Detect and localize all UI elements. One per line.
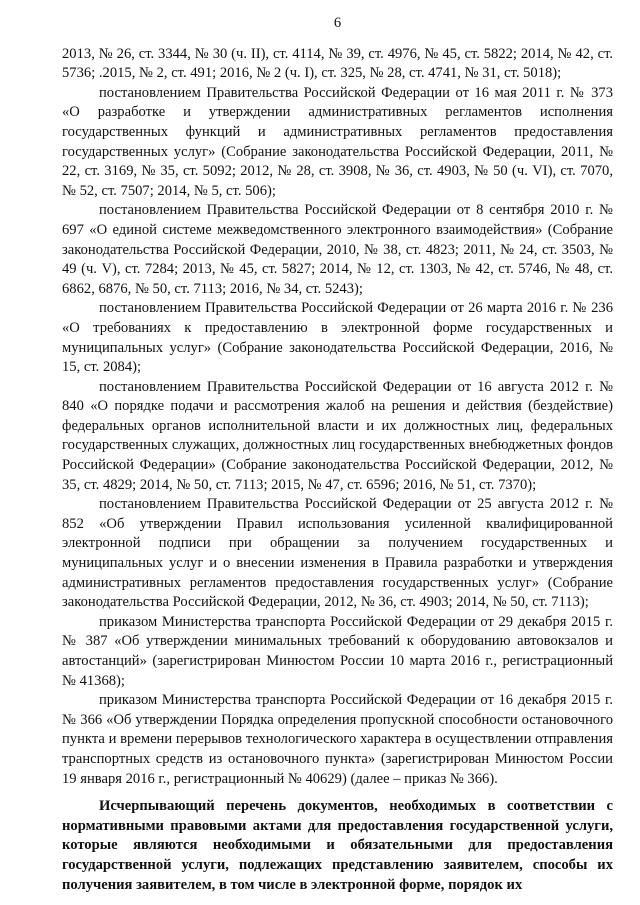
page-number: 6 [333, 15, 342, 31]
section-heading-documents-list: Исчерпывающий перечень документов, необходимых в соответствии с нормативными правовыми актами для предоставления государственной услуги, которые являются необходимыми и обязательными для предоставления государственной услуги, подлежащих представлению заявителем, способы их получения заявителем, в том числе в электронной форме, порядок их [62, 798, 613, 893]
paragraph-resolution-373: постановлением Правительства Российской Федерации от 16 мая 2011 г. № 373 «О разработке и утверждении административных регламентов исполнения государственных функций и административных регламентов предоставления государственных услуг» (Собрание законодательства Российской Федерации, 2011, № 22, ст. 3169, № 35, ст. 5092; 2012, № 28, ст. 3908, № 36, ст. 4903, № 50 (ч. VI), ст. 7070, № 52, ст. 7507; 2014, № 5, ст. 506); [62, 84, 613, 199]
document-page [62, 14, 613, 895]
paragraph-order-387: приказом Министерства транспорта Российской Федерации от 29 декабря 2015 г. № 387 «Об утверждении минимальных требований к оборудованию автовокзалов и автостанций» (зарегистрирован Минюстом России 10 марта 2016 г., регистрационный № 41368); [62, 613, 613, 689]
paragraph-continuation: 2013, № 26, ст. 3344, № 30 (ч. II), ст. 4114, № 39, ст. 4976, № 45, ст. 5822; 2014, № 42, ст. 5736; .2015, № 2, ст. 491; 2016, № 2 (ч. I), ст. 325, № 28, ст. 4741, № 31, ст. 5018); [62, 45, 613, 82]
paragraph-order-366: приказом Министерства транспорта Российской Федерации от 16 декабря 2015 г. № 366 «Об утверждении Порядка определения пропускной способности остановочного пункта и времени перерывов технологического характера в осуществлении отправления транспортных средств из остановочного пункта» (зарегистрирован Минюстом России 19 января 2016 г., регистрационный № 40629) (далее – приказ № 366). [62, 692, 613, 787]
paragraph-resolution-840: постановлением Правительства Российской Федерации от 16 августа 2012 г. № 840 «О порядке подачи и рассмотрения жалоб на решения и действия (бездействие) федеральных органов исполнительной власти и их должностных лиц, федеральных государственных служащих, должностных лиц государственных внебюджетных фондов Российской Федерации» (Собрание законодательства Российской Федерации, 2012, № 35, ст. 4829; 2014, № 50, ст. 7113; 2015, № 47, ст. 6596; 2016, № 51, ст. 7370); [62, 378, 613, 493]
paragraph-resolution-852: постановлением Правительства Российской Федерации от 25 августа 2012 г. № 852 «Об утверждении Правил использования усиленной квалифицированной электронной подписи при обращении за получением государственных и муниципальных услуг и о внесении изменения в Правила разработки и утверждения административных регламентов предоставления государственных услуг» (Собрание законодательства Российской Федерации, 2012, № 36, ст. 4903; 2014, № 50, ст. 7113); [62, 496, 613, 611]
paragraph-resolution-236: постановлением Правительства Российской Федерации от 26 марта 2016 г. № 236 «О требованиях к предоставлению в электронной форме государственных и муниципальных услуг» (Собрание законодательства Российской Федерации, 2016, № 15, ст. 2084); [62, 300, 613, 376]
paragraph-resolution-697: постановлением Правительства Российской Федерации от 8 сентября 2010 г. № 697 «О единой системе межведомственного электронного взаимодействия» (Собрание законодательства Российской Федерации, 2010, № 38, ст. 4823; 2011, № 24, ст. 3503, № 49 (ч. V), ст. 7284; 2013, № 45, ст. 5827; 2014, № 12, ст. 1303, № 42, ст. 5746, № 48, ст. 6862, 6876, № 50, ст. 7113; 2016, № 34, ст. 5243); [62, 202, 613, 297]
